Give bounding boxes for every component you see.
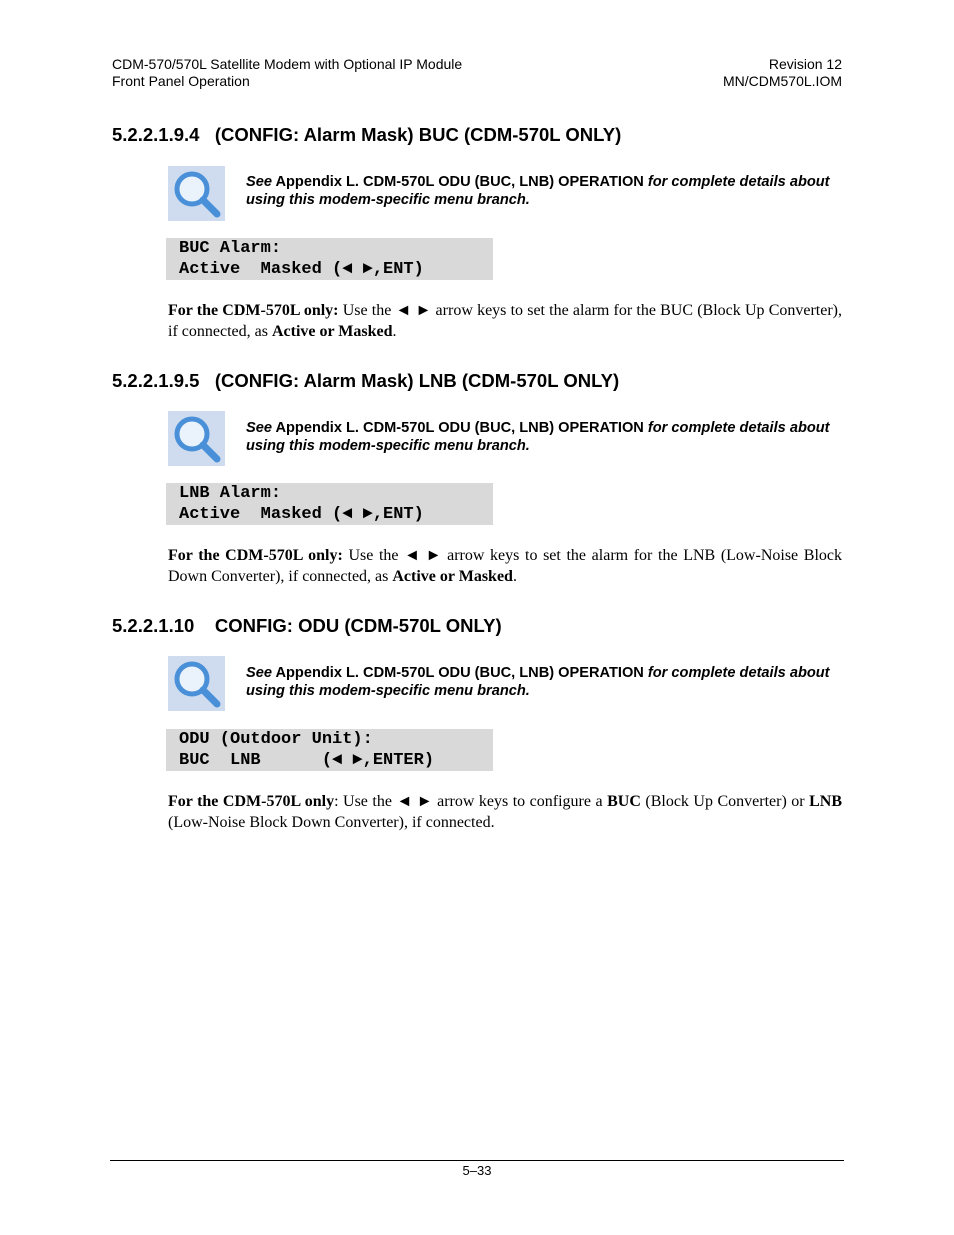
manual-number: MN/CDM570L.IOM: [722, 73, 842, 89]
para-text: Use the ◄ ► arrow keys to set the alarm for the LNB (Low-Noise Block Down Converter), if connected, as: [168, 547, 842, 585]
lcd-line-1: ODU (Outdoor Unit):: [179, 730, 373, 749]
para-text: : Use the ◄ ► arrow keys to configure a: [334, 793, 608, 810]
lcd-line-2: Active Masked (◄ ►,ENT): [179, 260, 424, 279]
section-number: 5.2.2.1.9.5: [112, 370, 200, 391]
note-details: for complete details about using this modem-specific menu branch.: [246, 665, 830, 699]
note-appendix-link: Appendix L. CDM-570L ODU (BUC, LNB) OPERATION: [271, 665, 648, 681]
section-title: (CONFIG: Alarm Mask) BUC (CDM-570L ONLY): [214, 124, 622, 145]
chapter-title: Front Panel Operation: [112, 73, 250, 89]
para-bold: Active or Masked: [271, 323, 393, 340]
lcd-line-2: BUC LNB (◄ ►,ENTER): [179, 751, 435, 770]
note-magnifier-icon: [168, 411, 225, 466]
running-header-right: [723, 56, 842, 90]
note-text: [246, 173, 846, 209]
para-text: (Block Up Converter) or: [640, 793, 810, 810]
section-title: CONFIG: ODU (CDM-570L ONLY): [214, 615, 502, 636]
para-text: .: [512, 568, 517, 585]
body-paragraph-buc: [168, 300, 842, 342]
para-text: (Low-Noise Block Down Converter), if connected.: [168, 814, 495, 831]
body-paragraph-odu: [168, 791, 842, 833]
section-number: 5.2.2.1.9.4: [112, 124, 200, 145]
lcd-line-2: Active Masked (◄ ►,ENT): [179, 505, 424, 524]
lcd-display-lnb: [166, 483, 493, 525]
para-text: .: [392, 323, 397, 340]
section-heading-buc: [112, 124, 621, 146]
note-see: See: [246, 420, 272, 436]
note-text: [246, 664, 846, 700]
note-appendix-link: Appendix L. CDM-570L ODU (BUC, LNB) OPERATION: [271, 420, 648, 436]
running-header-left: [112, 56, 462, 90]
note-magnifier-icon: [168, 656, 225, 711]
revision-label: Revision 12: [768, 56, 842, 72]
note-text: [246, 419, 846, 455]
note-magnifier-icon: [168, 166, 225, 221]
note-appendix-link: Appendix L. CDM-570L ODU (BUC, LNB) OPERATION: [271, 174, 648, 190]
section-title: (CONFIG: Alarm Mask) LNB (CDM-570L ONLY): [214, 370, 620, 391]
section-heading-lnb: [112, 370, 619, 392]
note-details: for complete details about using this modem-specific menu branch.: [246, 174, 830, 208]
page-number: 5–33: [462, 1163, 492, 1178]
section-heading-odu: [112, 615, 502, 637]
para-bold: LNB: [809, 793, 842, 810]
document-title: CDM-570/570L Satellite Modem with Optional IP Module: [112, 56, 463, 72]
lcd-display-odu: [166, 729, 493, 771]
body-paragraph-lnb: [168, 545, 842, 587]
footer-divider: [110, 1160, 844, 1161]
para-text: Use the ◄ ► arrow keys to set the alarm for the BUC (Block Up Converter), if connected, as: [168, 302, 843, 340]
note-see: See: [246, 665, 272, 681]
para-bold: Active or Masked: [392, 568, 513, 585]
para-bold: For the CDM-570L only:: [168, 547, 343, 564]
note-see: See: [246, 174, 272, 190]
lcd-display-buc: [166, 238, 493, 280]
note-details: for complete details about using this modem-specific menu branch.: [246, 420, 830, 454]
para-bold: BUC: [607, 793, 641, 810]
lcd-line-1: LNB Alarm:: [179, 484, 282, 503]
para-bold: For the CDM-570L only: [168, 793, 335, 810]
para-bold: For the CDM-570L only:: [168, 302, 339, 319]
section-number: 5.2.2.1.10: [112, 615, 195, 636]
lcd-line-1: BUC Alarm:: [179, 239, 282, 258]
